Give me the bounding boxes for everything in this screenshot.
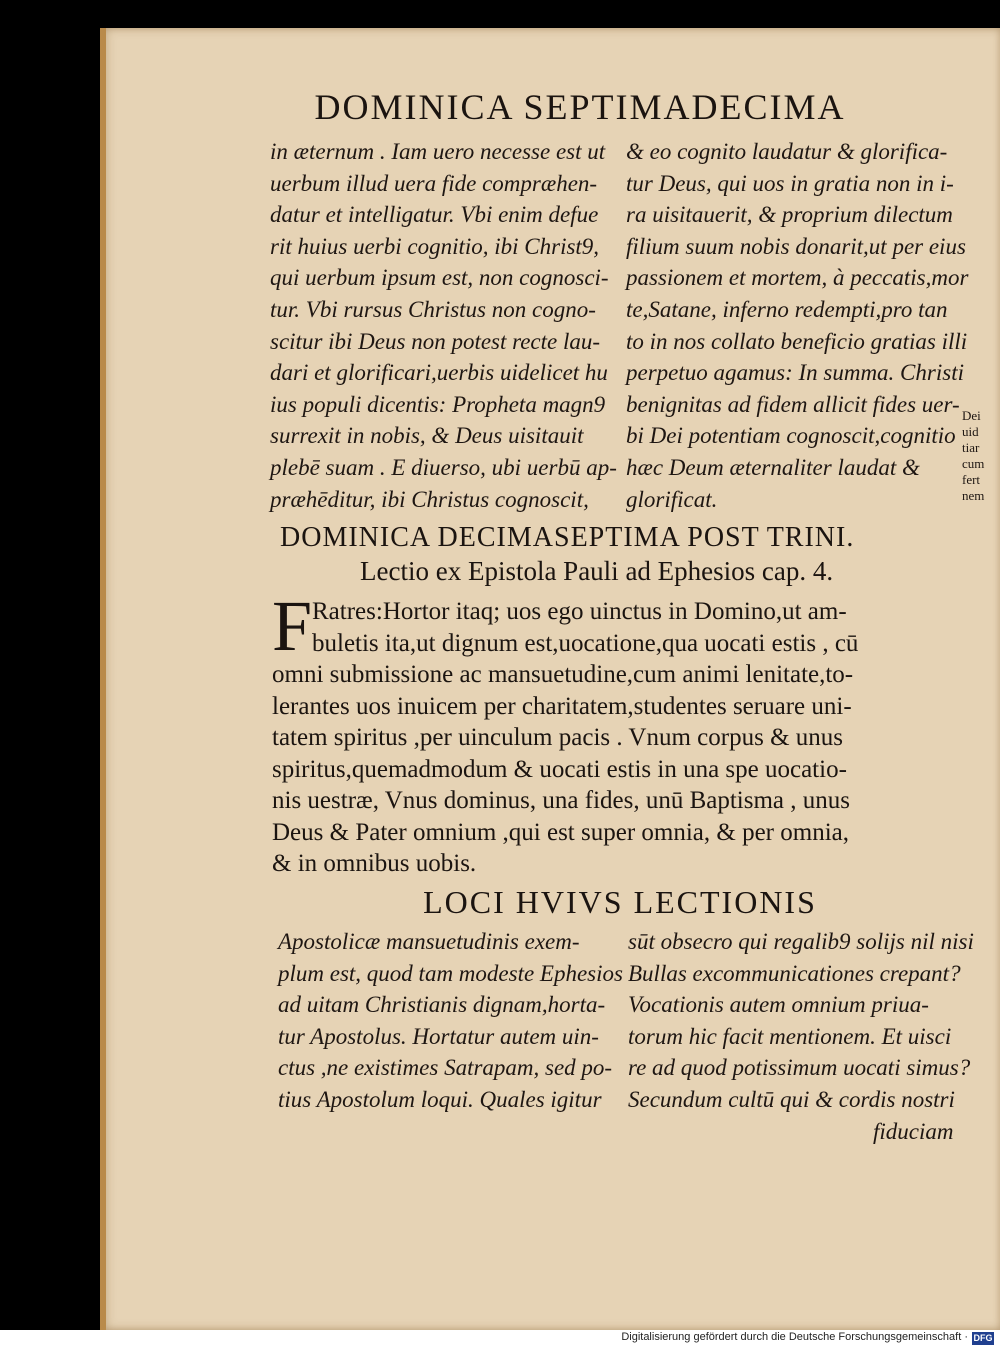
page-binding-edge <box>100 28 106 1330</box>
text-line: lerantes uos inuicem per charitatem,studentes seruare uni- <box>272 692 852 720</box>
drop-cap: F <box>272 586 313 666</box>
running-head: DOMINICA SEPTIMADECIMA <box>314 87 846 127</box>
text-line: benignitas ad fidem allicit fides uer- <box>626 391 960 417</box>
lectio-heading: Lectio ex Epistola Pauli ad Ephesios cap. 4. <box>360 556 834 586</box>
bottom-left-column <box>278 926 623 1116</box>
text-line: ad uitam Christianis dignam,horta- <box>278 992 606 1018</box>
text-line: scitur ibi Deus non potest recte lau- <box>270 328 601 354</box>
text-line: qui uerbum ipsum est, non cognosci- <box>270 265 609 291</box>
catchword: fiduciam <box>873 1118 954 1144</box>
text-line: tur. Vbi rursus Christus non cogno- <box>270 296 596 322</box>
text-line: hæc Deum æternaliter laudat & <box>626 454 920 480</box>
text-line: plebē suam . E diuerso, ubi uerbū ap- <box>270 454 617 480</box>
text-line: tius Apostolum loqui. Quales igitur <box>278 1086 602 1112</box>
text-line: re ad quod potissimum uocati simus? <box>628 1055 971 1081</box>
text-line: tatem spiritus ,per uinculum pacis . Vnum corpus & unus <box>272 724 843 751</box>
text-line: dari et glorificari,uerbis uidelicet hu <box>270 360 608 386</box>
text-line: Secundum cultū qui & cordis nostri <box>628 1086 955 1112</box>
text-line: spiritus,quemadmodum & uocati estis in una spe uocatio- <box>272 755 847 783</box>
text-line: in æternum . Iam uero necesse est ut <box>270 139 606 164</box>
text-line: ius populi dicentis: Propheta magn9 <box>270 391 606 417</box>
text-line: Ratres:Hortor itaq; uos ego uinctus in Domino,ut am- <box>312 598 847 625</box>
text-line: tur Deus, qui uos in gratia non in i- <box>626 170 954 196</box>
text-line: Deus & Pater omnium ,qui est super omnia, & per omnia, <box>272 818 849 846</box>
text-line: rit huius uerbi cognitio, ibi Christ9, <box>270 233 600 259</box>
text-line: bi Dei potentiam cognoscit,cognitio <box>626 423 956 449</box>
funding-credit: Digitalisierung gefördert durch die Deutsche Forschungsgemeinschaft · <box>621 1331 968 1343</box>
text-line: ctus ,ne existimes Satrapam, sed po- <box>278 1055 613 1081</box>
top-right-column <box>626 136 968 515</box>
text-line: torum hic facit mentionem. Et uisci <box>628 1023 952 1049</box>
marginal-line: Dei <box>962 408 981 423</box>
marginal-note <box>962 408 1000 504</box>
text-line: præhēditur, ibi Christus cognoscit, <box>270 486 589 512</box>
text-line: uerbum illud uera fide compræhen- <box>270 170 598 196</box>
bottom-right-column <box>628 926 974 1147</box>
marginal-line: cum <box>962 456 985 471</box>
section-heading: DOMINICA DECIMASEPTIMA POST TRINI. <box>280 522 855 553</box>
dfg-logo-icon: DFG <box>973 1333 993 1343</box>
text-line: tur Apostolus. Hortatur autem uin- <box>278 1023 599 1049</box>
text-line: ra uisitauerit, & proprium dilectum <box>626 202 953 228</box>
marginal-line: tiar <box>962 440 980 455</box>
marginal-line: nem <box>962 488 985 503</box>
top-left-column <box>270 136 617 515</box>
text-line: datur et intelligatur. Vbi enim defue <box>270 202 599 228</box>
text-line: perpetuo agamus: In summa. Christi <box>626 360 964 386</box>
loci-heading: LOCI HVIVS LECTIONIS <box>423 884 817 920</box>
marginal-line: uid <box>962 424 979 439</box>
text-line: Vocationis autem omnium priua- <box>628 992 929 1018</box>
text-line: te,Satane, inferno redempti,pro tan <box>626 296 948 322</box>
text-line: sūt obsecro qui regalib9 solijs nil nisi <box>628 929 974 954</box>
text-line: omni submissione ac mansuetudine,cum animi lenitate,to- <box>272 661 854 688</box>
text-line: filium suum nobis donarit,ut per eius <box>626 233 966 259</box>
text-line: buletis ita,ut dignum est,uocatione,qua uocati estis , cū <box>312 629 859 657</box>
text-line: Apostolicæ mansuetudinis exem- <box>278 929 580 954</box>
epistle-text <box>272 596 962 880</box>
text-line: glorificat. <box>626 486 718 512</box>
text-line: nis uestræ, Vnus dominus, una fides, unū Baptisma , unus <box>272 787 851 814</box>
text-line: & in omnibus uobis. <box>272 850 477 877</box>
text-line: Bullas excommunicationes crepant? <box>628 960 961 986</box>
text-line: plum est, quod tam modeste Ephesios <box>278 960 623 986</box>
text-line: & eo cognito laudatur & glorifica- <box>626 139 948 164</box>
text-line: to in nos collato beneficio gratias illi <box>626 328 968 354</box>
text-line: passionem et mortem, à peccatis,mor <box>626 265 969 291</box>
marginal-line: fert <box>962 472 981 487</box>
text-line: surrexit in nobis, & Deus uisitauit <box>270 423 584 449</box>
